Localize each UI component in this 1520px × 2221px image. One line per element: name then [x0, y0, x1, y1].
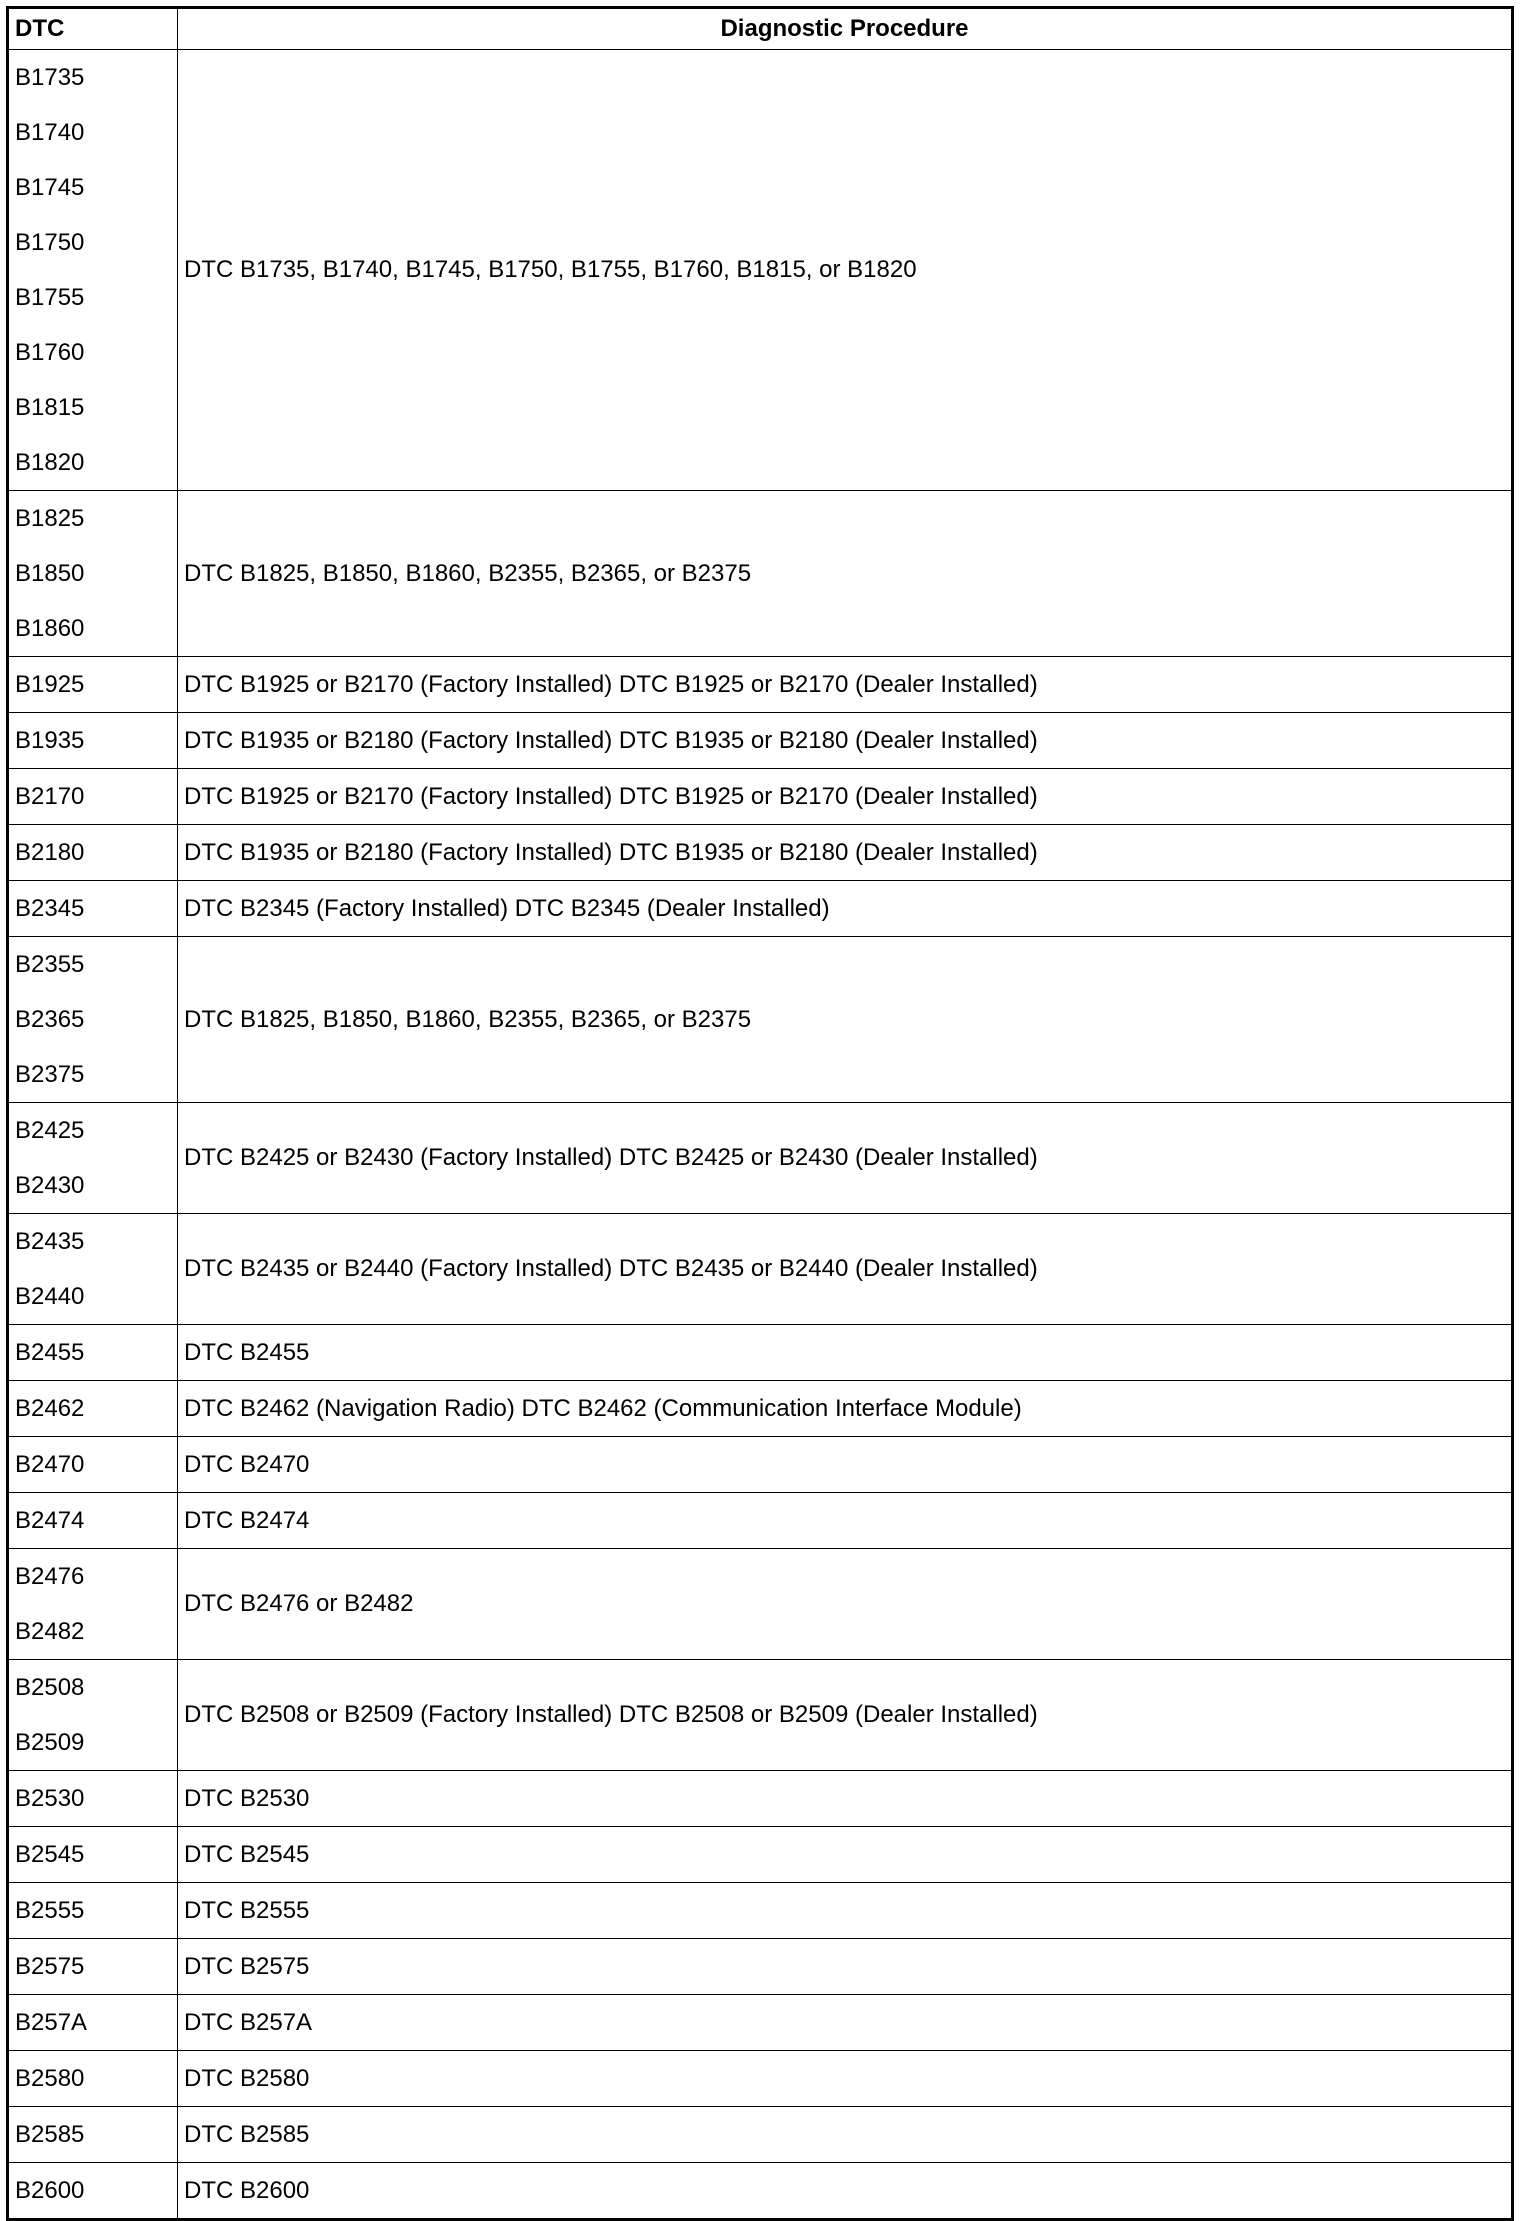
dtc-code: B1750	[15, 229, 85, 256]
diagnostic-procedure-cell	[178, 2107, 1513, 2163]
table-row	[8, 1771, 1513, 1827]
dtc-code-cell	[8, 2163, 178, 2220]
diagnostic-procedure-cell	[178, 713, 1513, 769]
diagnostic-procedure-cell	[178, 1381, 1513, 1437]
diagnostic-procedure-cell	[178, 1771, 1513, 1827]
dtc-code: B2580	[15, 2065, 85, 2092]
dtc-code: B1760	[15, 339, 85, 366]
dtc-code: B257A	[15, 2009, 88, 2036]
dtc-code: B2180	[15, 839, 85, 866]
dtc-code: B1925	[15, 671, 85, 698]
diagnostic-procedure-cell	[178, 1883, 1513, 1939]
table-row	[8, 1995, 1513, 2051]
table-header	[8, 8, 1513, 50]
dtc-code-cell	[8, 1995, 178, 2051]
diagnostic-procedure-text: DTC B1925 or B2170 (Factory Installed) DTC B1925 or B2170 (Dealer Installed)	[184, 782, 1038, 810]
diagnostic-procedure-text: DTC B2345 (Factory Installed) DTC B2345 (Dealer Installed)	[184, 894, 830, 922]
diagnostic-procedure-cell	[178, 937, 1513, 1103]
table-row	[8, 1660, 1513, 1771]
table-row	[8, 1883, 1513, 1939]
dtc-code: B1860	[15, 615, 85, 642]
diagnostic-procedure-text: DTC B1925 or B2170 (Factory Installed) DTC B1925 or B2170 (Dealer Installed)	[184, 670, 1038, 698]
diagnostic-procedure-text: DTC B2455	[184, 1338, 310, 1366]
dtc-code: B1935	[15, 727, 85, 754]
diagnostic-procedure-cell	[178, 1493, 1513, 1549]
dtc-code: B2365	[15, 1006, 85, 1033]
dtc-table	[6, 6, 1514, 2221]
procedure-column-header: Diagnostic Procedure	[178, 8, 1513, 50]
dtc-code: B1815	[15, 394, 85, 421]
diagnostic-procedure-cell	[178, 1660, 1513, 1771]
diagnostic-procedure-text: DTC B2476 or B2482	[184, 1590, 414, 1617]
dtc-code: B2575	[15, 1953, 85, 1980]
dtc-code: B2345	[15, 895, 85, 922]
diagnostic-procedure-text: DTC B2425 or B2430 (Factory Installed) DTC B2425 or B2430 (Dealer Installed)	[184, 1144, 1038, 1171]
dtc-code: B2425	[15, 1117, 85, 1144]
dtc-code: B2435	[15, 1228, 85, 1255]
diagnostic-procedure-cell	[178, 1325, 1513, 1381]
table-row	[8, 657, 1513, 713]
table-row	[8, 825, 1513, 881]
dtc-code-cell	[8, 1771, 178, 1827]
table-row	[8, 50, 1513, 491]
dtc-code-cell	[8, 937, 178, 1103]
table-row	[8, 491, 1513, 657]
dtc-code-cell	[8, 1103, 178, 1214]
diagnostic-procedure-cell	[178, 491, 1513, 657]
dtc-code: B2430	[15, 1172, 85, 1199]
diagnostic-procedure-text: DTC B2530	[184, 1784, 310, 1812]
table-row	[8, 713, 1513, 769]
table-row	[8, 1214, 1513, 1325]
diagnostic-procedure-cell	[178, 1939, 1513, 1995]
dtc-code: B1745	[15, 174, 85, 201]
diagnostic-procedure-text: DTC B2470	[184, 1450, 310, 1478]
table-body	[8, 50, 1513, 2220]
diagnostic-procedure-text: DTC B2508 or B2509 (Factory Installed) DTC B2508 or B2509 (Dealer Installed)	[184, 1701, 1038, 1728]
dtc-code-cell	[8, 1549, 178, 1660]
dtc-code: B2470	[15, 1451, 85, 1478]
diagnostic-procedure-cell	[178, 1103, 1513, 1214]
diagnostic-procedure-cell	[178, 2051, 1513, 2107]
diagnostic-procedure-text: DTC B2555	[184, 1896, 310, 1924]
diagnostic-procedure-text: DTC B2462 (Navigation Radio) DTC B2462 (Communication Interface Module)	[184, 1394, 1022, 1422]
dtc-code: B2462	[15, 1395, 85, 1422]
dtc-code: B1740	[15, 119, 85, 146]
dtc-code: B2375	[15, 1061, 85, 1088]
dtc-code: B2170	[15, 783, 85, 810]
table-row	[8, 1381, 1513, 1437]
table-row	[8, 1325, 1513, 1381]
diagnostic-procedure-cell	[178, 1827, 1513, 1883]
diagnostic-procedure-text: DTC B1825, B1850, B1860, B2355, B2365, or B2375	[184, 559, 752, 587]
diagnostic-procedure-text: DTC B2600	[184, 2176, 310, 2204]
diagnostic-procedure-cell	[178, 50, 1513, 491]
dtc-code-cell	[8, 1381, 178, 1437]
dtc-code-cell	[8, 657, 178, 713]
diagnostic-procedure-text: DTC B2575	[184, 1952, 310, 1980]
diagnostic-procedure-cell	[178, 1437, 1513, 1493]
diagnostic-procedure-text: DTC B2474	[184, 1506, 310, 1534]
dtc-code: B1825	[15, 505, 85, 532]
dtc-code-cell	[8, 1883, 178, 1939]
diagnostic-procedure-text: DTC B1935 or B2180 (Factory Installed) DTC B1935 or B2180 (Dealer Installed)	[184, 838, 1038, 866]
dtc-code: B1820	[15, 449, 85, 476]
dtc-code: B2476	[15, 1563, 85, 1590]
dtc-code: B2530	[15, 1785, 85, 1812]
dtc-code: B2440	[15, 1283, 85, 1310]
dtc-code: B2482	[15, 1618, 85, 1645]
dtc-code-cell	[8, 50, 178, 491]
dtc-code: B1850	[15, 560, 85, 587]
dtc-code: B2474	[15, 1507, 85, 1534]
diagnostic-procedure-text: DTC B257A	[184, 2008, 313, 2036]
diagnostic-procedure-cell	[178, 1549, 1513, 1660]
table-row	[8, 1493, 1513, 1549]
diagnostic-procedure-cell	[178, 825, 1513, 881]
diagnostic-procedure-text: DTC B2585	[184, 2120, 310, 2148]
dtc-code-cell	[8, 1660, 178, 1771]
diagnostic-procedure-text: DTC B1825, B1850, B1860, B2355, B2365, or B2375	[184, 1005, 752, 1033]
table-row	[8, 1437, 1513, 1493]
dtc-code-cell	[8, 1493, 178, 1549]
dtc-code-cell	[8, 1827, 178, 1883]
dtc-code-cell	[8, 1437, 178, 1493]
dtc-code-cell	[8, 491, 178, 657]
table-row	[8, 2163, 1513, 2220]
diagnostic-procedure-text: DTC B2435 or B2440 (Factory Installed) DTC B2435 or B2440 (Dealer Installed)	[184, 1255, 1038, 1282]
dtc-code: B2455	[15, 1339, 85, 1366]
diagnostic-procedure-cell	[178, 769, 1513, 825]
diagnostic-procedure-cell	[178, 1995, 1513, 2051]
dtc-code: B1755	[15, 284, 85, 311]
dtc-code-cell	[8, 769, 178, 825]
dtc-code: B2545	[15, 1841, 85, 1868]
diagnostic-procedure-cell	[178, 881, 1513, 937]
dtc-code-cell	[8, 2051, 178, 2107]
table-row	[8, 1939, 1513, 1995]
dtc-code-cell	[8, 825, 178, 881]
dtc-code: B2555	[15, 1897, 85, 1924]
dtc-code: B1735	[15, 64, 85, 91]
dtc-code: B2600	[15, 2177, 85, 2204]
table-row	[8, 1827, 1513, 1883]
diagnostic-procedure-cell	[178, 2163, 1513, 2220]
dtc-code: B2355	[15, 951, 85, 978]
dtc-code: B2508	[15, 1674, 85, 1701]
diagnostic-procedure-text: DTC B1735, B1740, B1745, B1750, B1755, B1760, B1815, or B1820	[184, 256, 917, 283]
table-row	[8, 2051, 1513, 2107]
diagnostic-procedure-cell	[178, 657, 1513, 713]
dtc-code-cell	[8, 2107, 178, 2163]
table-row	[8, 1103, 1513, 1214]
diagnostic-procedure-text: DTC B2580	[184, 2064, 310, 2092]
table-row	[8, 2107, 1513, 2163]
table-row	[8, 881, 1513, 937]
dtc-code-cell	[8, 1214, 178, 1325]
dtc-code-cell	[8, 1939, 178, 1995]
dtc-code-cell	[8, 881, 178, 937]
dtc-code-cell	[8, 713, 178, 769]
diagnostic-procedure-cell	[178, 1214, 1513, 1325]
dtc-code-cell	[8, 1325, 178, 1381]
diagnostic-procedure-text: DTC B2545	[184, 1840, 310, 1868]
table-row	[8, 1549, 1513, 1660]
header-row	[8, 8, 1513, 50]
table-row	[8, 937, 1513, 1103]
dtc-column-header: DTC	[8, 8, 178, 50]
table-row	[8, 769, 1513, 825]
diagnostic-procedure-text: DTC B1935 or B2180 (Factory Installed) DTC B1935 or B2180 (Dealer Installed)	[184, 726, 1038, 754]
dtc-code: B2585	[15, 2121, 85, 2148]
dtc-code: B2509	[15, 1729, 85, 1756]
